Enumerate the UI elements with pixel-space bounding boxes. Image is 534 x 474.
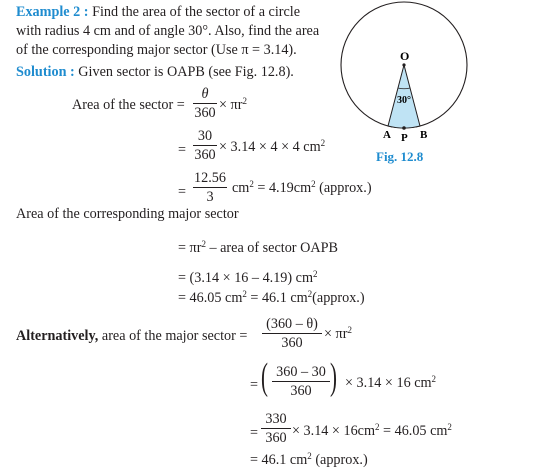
- factor-text: × 3.14 × 16cm: [292, 423, 375, 439]
- fraction-numerator: 330: [265, 411, 287, 427]
- solution-label: Solution :: [16, 64, 75, 80]
- alt-factor-1: [324, 326, 352, 343]
- alt-text: area of the major sector =: [101, 328, 248, 344]
- unit: cm: [232, 180, 250, 196]
- superscript: 2: [201, 239, 206, 249]
- major-line-1: [178, 240, 338, 257]
- sector-result: [232, 180, 372, 197]
- superscript: 2: [347, 325, 352, 335]
- sector-eq-2: =: [178, 142, 187, 158]
- sector-fraction-3: [193, 170, 227, 205]
- alt-label: Alternatively,: [16, 328, 99, 344]
- expr: – area of sector OAPB: [205, 240, 338, 256]
- approx-note: (approx.): [312, 290, 365, 306]
- sector-fraction-2: [193, 128, 217, 163]
- superscript: 2: [320, 138, 326, 148]
- alt-fraction-3: [261, 411, 291, 446]
- fraction-numerator: 360 – 30: [276, 364, 326, 380]
- alt-factor-2: [345, 375, 436, 392]
- factor-text: × 3.14 × 4 × 4 cm: [219, 139, 321, 155]
- major-heading: Area of the corresponding major sector: [16, 206, 239, 222]
- approx-note: (approx.): [311, 452, 368, 468]
- major-line-2: [178, 270, 318, 287]
- major-line-3: [178, 290, 365, 307]
- alt-fraction-1: [262, 316, 322, 351]
- sector-eq-3: =: [178, 184, 187, 200]
- alt-line-4: [250, 452, 368, 469]
- figure-caption: Fig. 12.8: [376, 149, 424, 164]
- result-value: = 4.19cm: [253, 180, 312, 196]
- label-p: P: [401, 132, 408, 144]
- right-paren: ): [330, 356, 337, 398]
- alt-factor-3: [292, 423, 452, 440]
- fraction-denominator: 360: [290, 383, 312, 399]
- alt-fraction-2: [272, 364, 330, 399]
- center-point: [402, 63, 405, 66]
- solution-line: [16, 64, 294, 81]
- fraction-numerator: 12.56: [194, 170, 226, 186]
- label-a: A: [383, 129, 391, 141]
- point-p: [402, 126, 406, 130]
- fraction-denominator: 360: [265, 430, 287, 446]
- expr: = 46.1 cm: [250, 452, 308, 468]
- superscript: 2: [242, 96, 247, 106]
- fraction-denominator: 3: [206, 189, 214, 205]
- solution-text: Given sector is OAPB (see Fig. 12.8).: [78, 64, 294, 80]
- expr: = 46.05 cm: [178, 290, 243, 306]
- sector-factor-2: [219, 139, 325, 156]
- factor-text: × 3.14 × 16 cm: [345, 375, 432, 391]
- fraction-denominator: 360: [194, 105, 216, 121]
- sector-lhs: Area of the sector =: [72, 97, 185, 113]
- superscript: 2: [311, 179, 316, 189]
- result-value: = 46.05 cm: [379, 423, 448, 439]
- fraction-numerator: θ: [201, 86, 209, 102]
- factor-text: × πr: [324, 326, 348, 342]
- example-line-2: with radius 4 cm and of angle 30°. Also, find the area: [16, 23, 320, 39]
- alt-eq-3: =: [250, 425, 259, 441]
- expr: = πr: [178, 240, 202, 256]
- fraction-numerator: (360 – θ): [266, 316, 318, 332]
- alt-eq-2: =: [250, 377, 259, 393]
- superscript: 2: [307, 451, 312, 461]
- example-label: Example 2 :: [16, 4, 89, 20]
- sector-factor-1: [219, 97, 247, 114]
- superscript: 2: [375, 422, 380, 432]
- alt-line: [16, 328, 247, 345]
- figure-12-8: [336, 0, 476, 170]
- superscript: 2: [249, 179, 254, 189]
- superscript: 2: [447, 422, 452, 432]
- superscript: 2: [242, 289, 247, 299]
- superscript: 2: [313, 269, 318, 279]
- example-text-1: Find the area of the sector of a circle: [92, 4, 301, 20]
- sector-fraction-1: [193, 86, 217, 121]
- fraction-numerator: 30: [197, 128, 213, 144]
- expr: = (3.14 × 16 – 4.19) cm: [178, 270, 314, 286]
- approx-note: (approx.): [315, 180, 372, 196]
- angle-label: 30°: [397, 95, 411, 106]
- superscript: 2: [307, 289, 313, 299]
- label-o: O: [400, 49, 410, 63]
- fraction-denominator: 360: [281, 335, 303, 351]
- left-paren: (: [261, 356, 268, 398]
- fraction-denominator: 360: [194, 147, 216, 163]
- example-line-1: [16, 4, 300, 21]
- superscript: 2: [431, 374, 437, 384]
- example-line-3: of the corresponding major sector (Use π = 3.14).: [16, 42, 297, 58]
- label-b: B: [420, 129, 428, 141]
- expr: = 46.1 cm: [246, 290, 308, 306]
- factor-text: × πr: [219, 97, 243, 113]
